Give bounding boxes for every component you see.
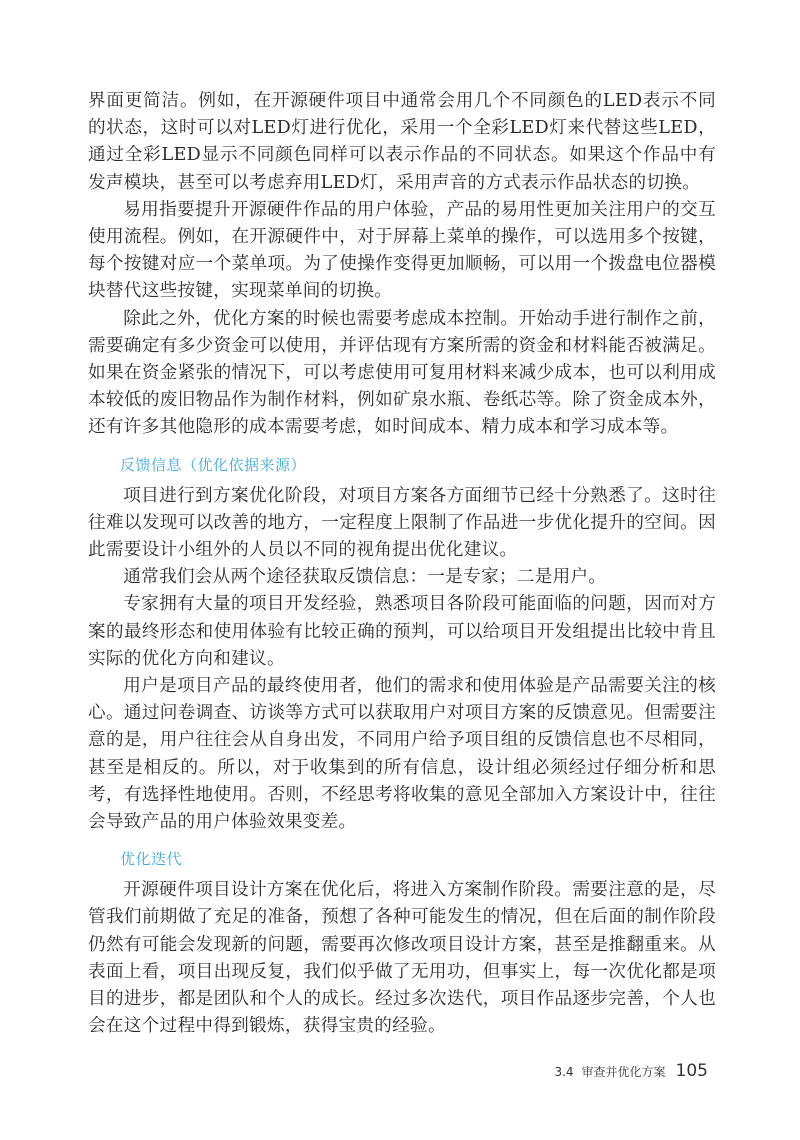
- page-footer: [554, 1061, 708, 1081]
- paragraph-users: 用户是项目产品的最终使用者，他们的需求和使用体验是产品需要关注的核心。通过问卷调查、访谈等方式可以获取用户对项目方案的反馈意见。但需要注意的是，用户往往会从自身出发，不同用户给予项目组的反馈信息也不尽相同，甚至是相反的。所以，对于收集到的所有信息，设计组必须经过仔细分析和思考，有选择性地使用。否则，不经思考将收集的意见全部加入方案设计中，往往会导致产品的用户体验效果变差。: [88, 676, 716, 833]
- paragraph-feedback-sources: 通常我们会从两个途径获取反馈信息：一是专家；二是用户。: [123, 567, 607, 588]
- paragraph-usability: 易用指要提升开源硬件作品的用户体验，产品的易用性更加关注用户的交互使用流程。例如，在开源硬件中，对于屏幕上菜单的操作，可以选用多个按键，每个按键对应一个菜单项。为了使操作变得更加顺畅，可以用一个拨盘电位器模块替代这些按键，实现菜单间的切换。: [88, 199, 716, 302]
- paragraph-iteration: 开源硬件项目设计方案在优化后，将进入方案制作阶段。需要注意的是，尽管我们前期做了充足的准备，预想了各种可能发生的情况，但在后面的制作阶段仍然有可能会发现新的问题，需要再次修改项目设计方案，甚至是推翻重来。从表面上看，项目出现反复，我们似乎做了无用功，但事实上，每一次优化都是项目的进步，都是团队和个人的成长。经过多次迭代，项目作品逐步完善，个人也会在这个过程中得到锻炼，获得宝贵的经验。: [88, 880, 716, 1037]
- heading-iteration: 优化迭代: [120, 850, 183, 869]
- footer-section-title: 审查并优化方案: [581, 1065, 666, 1079]
- heading-feedback: 反馈信息（优化依据来源）: [120, 455, 307, 474]
- paragraph-cost-control: 除此之外，优化方案的时候也需要考虑成本控制。开始动手进行制作之前，需要确定有多少资金可以使用，并评估现有方案所需的资金和材料能否被满足。如果在资金紧张的情况下，可以考虑使用可复用材料来减少成本，也可以利用成本较低的废旧物品作为制作材料，例如矿泉水瓶、卷纸芯等。除了资金成本外，还有许多其他隐形的成本需要考虑，如时间成本、精力成本和学习成本等。: [88, 308, 716, 438]
- paragraph-feedback-intro: 项目进行到方案优化阶段，对项目方案各方面细节已经十分熟悉了。这时往往难以发现可以改善的地方，一定程度上限制了作品进一步优化提升的空间。因此需要设计小组外的人员以不同的视角提出优化建议。: [88, 485, 716, 561]
- footer-section-number: 3.4: [554, 1065, 574, 1079]
- paragraph-experts: 专家拥有大量的项目开发经验，熟悉项目各阶段可能面临的问题，因而对方案的最终形态和使用体验有比较正确的预判，可以给项目开发组提出比较中肯且实际的优化方向和建议。: [88, 594, 716, 669]
- page-body: [88, 88, 716, 1041]
- paragraph-led-optimization: 界面更简洁。例如，在开源硬件项目中通常会用几个不同颜色的LED表示不同的状态，这时可以对LED灯进行优化，采用一个全彩LED灯来代替这些LED，通过全彩LED显示不同颜色同样可以表示作品的不同状态。如果这个作品中有发声模块，甚至可以考虑弃用LED灯，采用声音的方式表示作品状态的切换。: [88, 91, 716, 193]
- page-number: 105: [675, 1061, 708, 1081]
